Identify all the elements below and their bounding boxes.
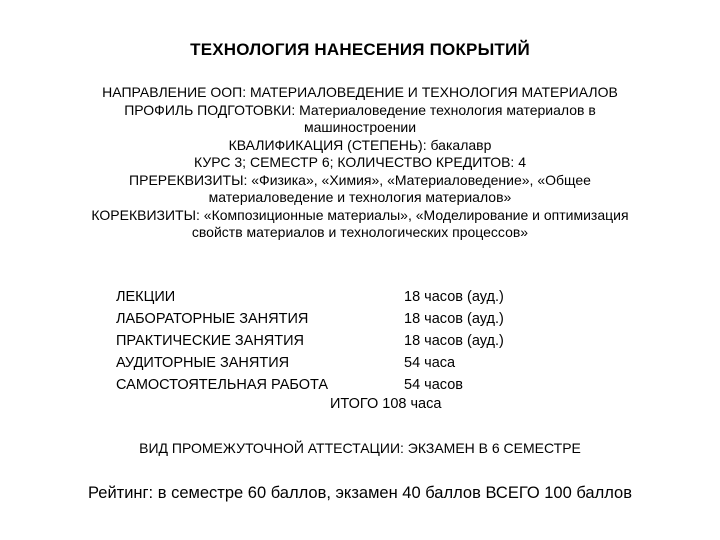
hours-row (116, 308, 504, 330)
direction-line: НАПРАВЛЕНИЕ ООП: МАТЕРИАЛОВЕДЕНИЕ И ТЕХНОЛОГИЯ МАТЕРИАЛОВ (102, 84, 618, 100)
prerequisites-line: ПРЕРЕКВИЗИТЫ: «Физика», «Химия», «Материаловедение», «Общее материаловедение и технология материалов» (129, 171, 591, 205)
hours-value: 18 часов (ауд.) (404, 333, 504, 349)
rating-line: Рейтинг: в семестре 60 баллов, экзамен 40 баллов ВСЕГО 100 баллов (87, 484, 632, 502)
hours-label: ЛЕКЦИИ (116, 289, 176, 305)
qualification-line: КВАЛИФИКАЦИЯ (СТЕПЕНЬ): бакалавр (228, 136, 492, 153)
attestation-line: ВИД ПРОМЕЖУТОЧНОЙ АТТЕСТАЦИИ: ЭКЗАМЕН В 6 СЕМЕСТРЕ (139, 440, 581, 456)
course-line: КУРС 3; СЕМЕСТР 6; КОЛИЧЕСТВО КРЕДИТОВ: 4 (194, 154, 526, 170)
hours-row (116, 330, 504, 352)
hours-row (116, 374, 504, 396)
hours-row (116, 352, 504, 374)
profile-line: ПРОФИЛЬ ПОДГОТОВКИ: Материаловедение технология материалов в машиностроении (124, 101, 596, 135)
hours-label: ПРАКТИЧЕСКИЕ ЗАНЯТИЯ (116, 333, 305, 349)
hours-row (116, 286, 504, 308)
hours-table (116, 286, 504, 396)
page-title: ТЕХНОЛОГИЯ НАНЕСЕНИЯ ПОКРЫТИЙ (190, 40, 530, 59)
hours-value: 18 часов (ауд.) (404, 311, 504, 327)
corequisites-line: КОРЕКВИЗИТЫ: «Композиционные материалы», «Моделирование и оптимизация свойств материалов и технологических процессов» (91, 206, 629, 240)
course-info (30, 84, 690, 242)
hours-value: 54 часа (404, 355, 456, 371)
hours-value: 18 часов (ауд.) (404, 289, 504, 305)
hours-label: АУДИТОРНЫЕ ЗАНЯТИЯ (116, 355, 290, 371)
hours-label: САМОСТОЯТЕЛЬНАЯ РАБОТА (116, 377, 329, 393)
total-hours: ИТОГО 108 часа (330, 396, 442, 412)
hours-label: ЛАБОРАТОРНЫЕ ЗАНЯТИЯ (116, 311, 309, 327)
hours-value: 54 часов (404, 377, 463, 393)
